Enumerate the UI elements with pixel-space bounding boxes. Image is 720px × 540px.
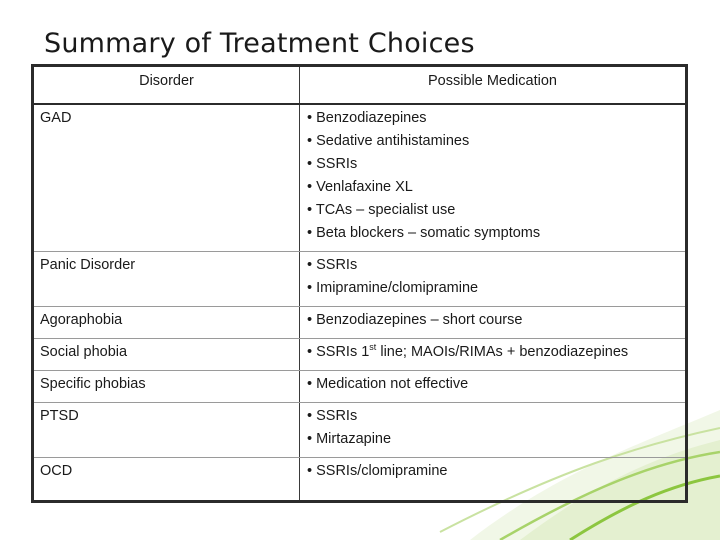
disorder-cell: OCD bbox=[33, 458, 300, 502]
disorder-cell: Specific phobias bbox=[33, 371, 300, 403]
table-row bbox=[33, 307, 687, 339]
medication-cell bbox=[300, 458, 687, 502]
medication-cell bbox=[300, 307, 687, 339]
disorder-cell: Panic Disorder bbox=[33, 252, 300, 307]
disorder-cell: GAD bbox=[33, 104, 300, 252]
medication-cell bbox=[300, 252, 687, 307]
table-header-row bbox=[33, 66, 687, 105]
medication-line: • SSRIs bbox=[307, 408, 358, 424]
disorder-cell: Agoraphobia bbox=[33, 307, 300, 339]
medication-cell bbox=[300, 339, 687, 371]
table-row bbox=[33, 339, 687, 371]
treatment-table bbox=[31, 64, 688, 503]
medication-text: line; MAOIs/RIMAs + benzodiazepines bbox=[376, 344, 629, 360]
medication-line: • Benzodiazepines bbox=[307, 110, 427, 126]
medication-text: • SSRIs 1 bbox=[307, 344, 370, 360]
medication-line: • Imipramine/clomipramine bbox=[307, 280, 479, 296]
table-row bbox=[33, 403, 687, 458]
medication-line: • Beta blockers – somatic symptoms bbox=[307, 225, 541, 241]
medication-line: • SSRIs bbox=[307, 257, 358, 273]
column-header-medication: Possible Medication bbox=[300, 66, 687, 105]
table-row bbox=[33, 252, 687, 307]
disorder-cell: Social phobia bbox=[33, 339, 300, 371]
medication-line: • Venlafaxine XL bbox=[307, 179, 413, 195]
medication-cell bbox=[300, 371, 687, 403]
medication-line: • TCAs – specialist use bbox=[307, 202, 456, 218]
medication-line bbox=[307, 341, 679, 364]
medication-line: • SSRIs/clomipramine bbox=[307, 463, 448, 479]
table-row bbox=[33, 104, 687, 252]
ordinal-superscript: st bbox=[369, 342, 377, 353]
disorder-cell: PTSD bbox=[33, 403, 300, 458]
medication-line: • Benzodiazepines – short course bbox=[307, 312, 523, 328]
medication-line: • Sedative antihistamines bbox=[307, 133, 470, 149]
medication-line: • Medication not effective bbox=[307, 376, 469, 392]
page-title: Summary of Treatment Choices bbox=[44, 28, 475, 59]
medication-cell bbox=[300, 104, 687, 252]
table-row bbox=[33, 371, 687, 403]
medication-line: • Mirtazapine bbox=[307, 431, 392, 447]
medication-cell bbox=[300, 403, 687, 458]
table-row bbox=[33, 458, 687, 502]
medication-line: • SSRIs bbox=[307, 156, 358, 172]
column-header-disorder: Disorder bbox=[33, 66, 300, 105]
